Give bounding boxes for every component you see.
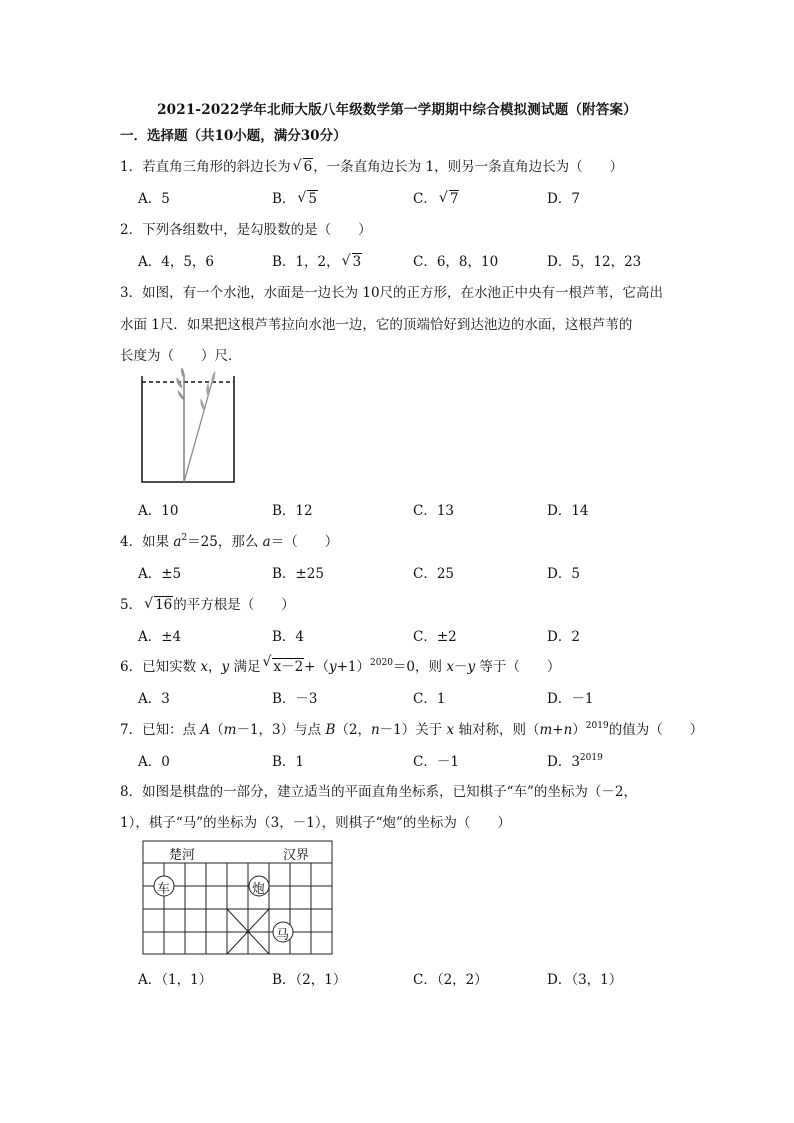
q2-option-c[interactable]: C．6，8，10 [413, 254, 499, 270]
q6-option-c[interactable]: C．1 [413, 691, 446, 707]
q1-stem-start: 1．若直角三角形的斜边长为 [120, 159, 291, 175]
q7-option-a[interactable]: A．0 [138, 754, 170, 770]
q5-option-c[interactable]: C．±2 [413, 629, 457, 645]
sqrt-x-minus-2: √ x－2 [262, 654, 304, 675]
q8-option-d[interactable]: D．（3，1） [547, 972, 623, 988]
q4-option-b[interactable]: B．±25 [272, 566, 324, 582]
q6-option-a[interactable]: A．3 [138, 691, 170, 707]
sqrt-6: √ 6 [292, 158, 313, 175]
q1-option-c[interactable]: C． √ 7 [413, 190, 459, 207]
q3-line-2: 水面 1尺．如果把这根芦苇拉向水池一边，它的顶端恰好到达池边的水面，这根芦苇的 [120, 317, 633, 333]
question-4: 4．如果 $a^2=25$，那么 a＝（ ） [120, 533, 339, 550]
q1-option-a[interactable]: A．5 [138, 191, 170, 207]
question-1 [120, 155, 623, 175]
piece-che: 车 [157, 882, 171, 897]
q1-option-b[interactable]: B． √ 5 [272, 190, 318, 207]
q5-option-d[interactable]: D．2 [547, 629, 580, 645]
q4-options [138, 562, 778, 582]
q3-option-b[interactable]: B．12 [272, 503, 313, 519]
sqrt-5: √ 5 [297, 190, 318, 207]
piece-ma: 马 [276, 928, 290, 943]
q4-option-a[interactable]: A．±5 [138, 566, 182, 582]
pool-reed-figure [138, 368, 238, 486]
q5-option-b[interactable]: B．4 [272, 629, 305, 645]
board-label-chu-river: 楚河 [169, 848, 196, 863]
q3-options [138, 499, 778, 519]
q2-option-d[interactable]: D．5，12，23 [547, 254, 642, 270]
q3-option-a[interactable]: A．10 [138, 503, 179, 519]
question-5: 5． √ 16的平方根是（ ） [120, 596, 295, 613]
question-7: 7．已知：点 A（m－1，3）与点 B（2，n－1）关于 x 轴对称，则$(m+n)^{2019}$的值为（ ） [120, 721, 704, 738]
q1-stem-end: ，一条直角边长为 1，则另一条直角边长为（ ） [313, 159, 624, 175]
document-title: 2021-2022学年北师大版八年级数学第一学期期中综合模拟测试题（附答案） [157, 102, 637, 118]
q7-options [138, 750, 778, 770]
q6-option-d[interactable]: D．－1 [547, 691, 594, 707]
sqrt-7: √ 7 [438, 190, 459, 207]
q8-line-2: 1），棋子“马”的坐标为（3，－1），则棋子“炮”的坐标为（ ） [120, 815, 511, 831]
chess-board-figure [142, 840, 334, 956]
section-heading: 一．选择题（共10小题，满分30分） [120, 128, 347, 144]
q8-option-b[interactable]: B．（2，1） [272, 972, 347, 988]
board-label-han-border: 汉界 [283, 848, 310, 863]
reed-tilted [184, 382, 212, 482]
reed-leaves-upright [177, 368, 184, 400]
q3-option-c[interactable]: C．13 [413, 503, 455, 519]
q5-options [138, 625, 778, 645]
q2-options [138, 250, 778, 270]
q8-line-1: 8．如图是棋盘的一部分，建立适当的平面直角坐标系，已知棋子“车”的坐标为（－2， [120, 784, 637, 800]
reed-leaves-tilted [201, 372, 215, 410]
sqrt-3: √ 3 [341, 253, 362, 270]
q5-option-a[interactable]: A．±4 [138, 629, 182, 645]
q4-option-d[interactable]: D．5 [547, 566, 580, 582]
q1-option-d[interactable]: D．7 [547, 191, 580, 207]
q2-option-a[interactable]: A．4，5，6 [138, 254, 215, 270]
q8-option-a[interactable]: A．（1，1） [138, 972, 213, 988]
q8-option-c[interactable]: C．（2，2） [413, 972, 488, 988]
q4-option-c[interactable]: C．25 [413, 566, 455, 582]
q7-option-c[interactable]: C．－1 [413, 754, 459, 770]
piece-pao: 炮 [252, 882, 266, 897]
q7-option-d[interactable]: D．$3^{2019}$ [547, 753, 603, 770]
q3-line-1: 3．如图，有一个水池，水面是一边长为 10尺的正方形，在水池正中央有一根芦苇，它高出 [120, 285, 664, 301]
q3-option-d[interactable]: D．14 [547, 503, 589, 519]
q6-options [138, 687, 778, 707]
q6-option-b[interactable]: B．－3 [272, 691, 318, 707]
q8-options [138, 968, 778, 988]
q3-line-3: 长度为（ ）尺． [120, 348, 242, 364]
q2-option-b[interactable]: B．1，2， √ 3 [272, 253, 362, 270]
q7-option-b[interactable]: B．1 [272, 754, 305, 770]
question-2: 2．下列各组数中，是勾股数的是（ ） [120, 222, 372, 238]
q1-options [138, 187, 778, 207]
question-6: 6．已知实数 x，y 满足 √ $x-2+(y+1)^{2020}=0$，则 x－y 等于（ ） [120, 654, 561, 675]
sqrt-16: √ 16 [144, 596, 173, 613]
